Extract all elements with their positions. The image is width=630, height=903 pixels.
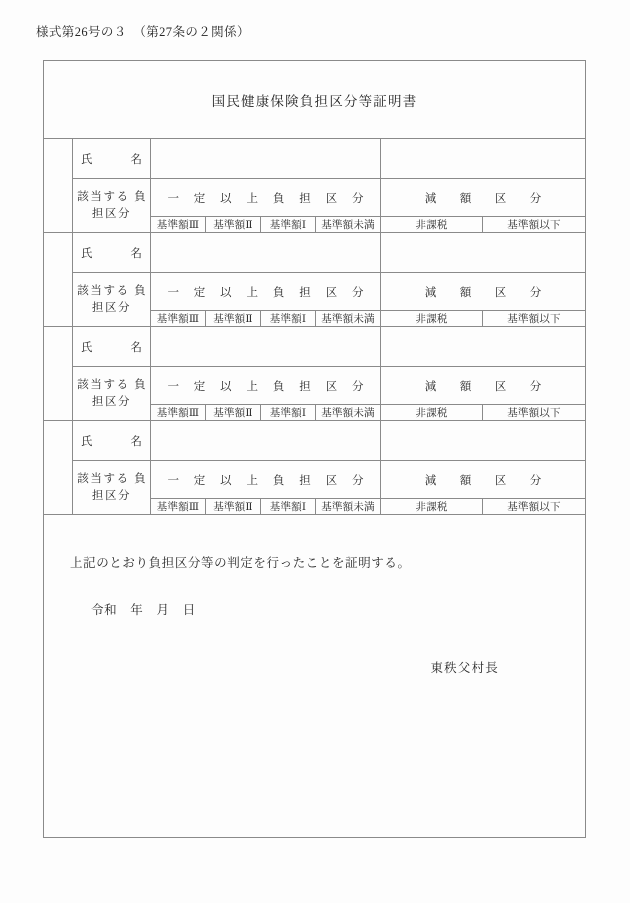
certification-statement: 上記のとおり負担区分等の判定を行ったことを証明する。 [70, 556, 411, 570]
title-band [44, 61, 585, 139]
name-entry-row [151, 139, 585, 179]
group-header-row [151, 367, 585, 405]
name-entry-field[interactable] [151, 327, 381, 366]
applicable-category-row-label: 該当する 負担区分 [77, 284, 148, 314]
sub-header-kijungaku-1[interactable]: 基準額Ⅰ [261, 311, 316, 326]
category-area [151, 461, 585, 514]
block-body [151, 139, 585, 232]
reduction-group-header: 減 額 区 分 [381, 367, 585, 405]
block-gutter-column [44, 233, 73, 326]
sub-header-row [151, 405, 585, 420]
form-frame [43, 60, 586, 838]
sub-header-kijungaku-2[interactable]: 基準額Ⅱ [206, 311, 261, 326]
name-entry-extra-field[interactable] [381, 327, 585, 366]
row-label-column [73, 233, 151, 326]
form-reference-line: 様式第26号の３ （第27条の２関係） [36, 25, 250, 39]
row-label-column [73, 327, 151, 420]
block-gutter-column [44, 327, 73, 420]
sub-header-kijungaku-miman[interactable]: 基準額未満 [316, 217, 381, 232]
over-threshold-group-header: 一 定 以 上 負 担 区 分 [151, 461, 381, 499]
sub-header-kijungaku-1[interactable]: 基準額Ⅰ [261, 405, 316, 420]
block-body [151, 421, 585, 514]
sub-header-kijungaku-ika[interactable]: 基準額以下 [507, 314, 561, 325]
over-threshold-group-header: 一 定 以 上 負 担 区 分 [151, 179, 381, 217]
applicable-category-row-label: 該当する 負担区分 [77, 378, 148, 408]
name-entry-row [151, 421, 585, 461]
sub-header-kijungaku-ika[interactable]: 基準額以下 [507, 220, 561, 231]
sub-header-row [151, 217, 585, 232]
person-block [44, 233, 585, 327]
sub-header-hikazei[interactable]: 非課税 [381, 405, 483, 420]
block-gutter-column [44, 139, 73, 232]
reduction-group-header: 減 額 区 分 [381, 461, 585, 499]
sub-header-kijungaku-ika[interactable]: 基準額以下 [507, 502, 561, 513]
sub-header-hikazei[interactable]: 非課税 [381, 217, 483, 232]
name-entry-field[interactable] [151, 421, 381, 460]
name-entry-extra-field[interactable] [381, 233, 585, 272]
reduction-group-header: 減 額 区 分 [381, 273, 585, 311]
name-entry-extra-field[interactable] [381, 139, 585, 178]
sub-header-kijungaku-miman[interactable]: 基準額未満 [316, 405, 381, 420]
sub-header-kijungaku-1[interactable]: 基準額Ⅰ [261, 217, 316, 232]
name-entry-row [151, 233, 585, 273]
certification-date-line[interactable]: 令和 年 月 日 [91, 603, 196, 617]
name-entry-extra-field[interactable] [381, 421, 585, 460]
name-entry-row [151, 327, 585, 367]
document-title: 国民健康保険負担区分等証明書 [211, 93, 418, 109]
certification-area [44, 515, 585, 837]
name-entry-field[interactable] [151, 139, 381, 178]
person-block [44, 139, 585, 233]
sub-header-kijungaku-2[interactable]: 基準額Ⅱ [206, 217, 261, 232]
row-label-column [73, 421, 151, 514]
block-body [151, 233, 585, 326]
name-row-label: 氏 名 [73, 139, 150, 179]
sub-header-hikazei[interactable]: 非課税 [381, 499, 483, 514]
group-header-row [151, 179, 585, 217]
sub-header-kijungaku-2[interactable]: 基準額Ⅱ [206, 405, 261, 420]
sub-header-kijungaku-3[interactable]: 基準額Ⅲ [151, 405, 206, 420]
block-body [151, 327, 585, 420]
person-blocks [44, 139, 585, 515]
sub-header-kijungaku-3[interactable]: 基準額Ⅲ [151, 499, 206, 514]
category-area [151, 367, 585, 420]
sub-header-row [151, 311, 585, 326]
applicable-category-row-label: 該当する 負担区分 [77, 190, 148, 220]
certification-signer: 東秩父村長 [430, 661, 499, 675]
name-row-label: 氏 名 [73, 233, 150, 273]
name-row-label: 氏 名 [73, 421, 150, 461]
sub-header-kijungaku-3[interactable]: 基準額Ⅲ [151, 217, 206, 232]
sub-header-kijungaku-ika[interactable]: 基準額以下 [507, 408, 561, 419]
person-block [44, 327, 585, 421]
category-area [151, 273, 585, 326]
category-area [151, 179, 585, 232]
group-header-row [151, 273, 585, 311]
sub-header-row [151, 499, 585, 514]
sub-header-kijungaku-2[interactable]: 基準額Ⅱ [206, 499, 261, 514]
block-gutter-column [44, 421, 73, 514]
name-entry-field[interactable] [151, 233, 381, 272]
over-threshold-group-header: 一 定 以 上 負 担 区 分 [151, 273, 381, 311]
group-header-row [151, 461, 585, 499]
sub-header-kijungaku-miman[interactable]: 基準額未満 [316, 311, 381, 326]
sub-header-kijungaku-miman[interactable]: 基準額未満 [316, 499, 381, 514]
person-block [44, 421, 585, 515]
sub-header-kijungaku-1[interactable]: 基準額Ⅰ [261, 499, 316, 514]
row-label-column [73, 139, 151, 232]
sub-header-kijungaku-3[interactable]: 基準額Ⅲ [151, 311, 206, 326]
reduction-group-header: 減 額 区 分 [381, 179, 585, 217]
name-row-label: 氏 名 [73, 327, 150, 367]
applicable-category-row-label: 該当する 負担区分 [77, 472, 148, 502]
over-threshold-group-header: 一 定 以 上 負 担 区 分 [151, 367, 381, 405]
sub-header-hikazei[interactable]: 非課税 [381, 311, 483, 326]
